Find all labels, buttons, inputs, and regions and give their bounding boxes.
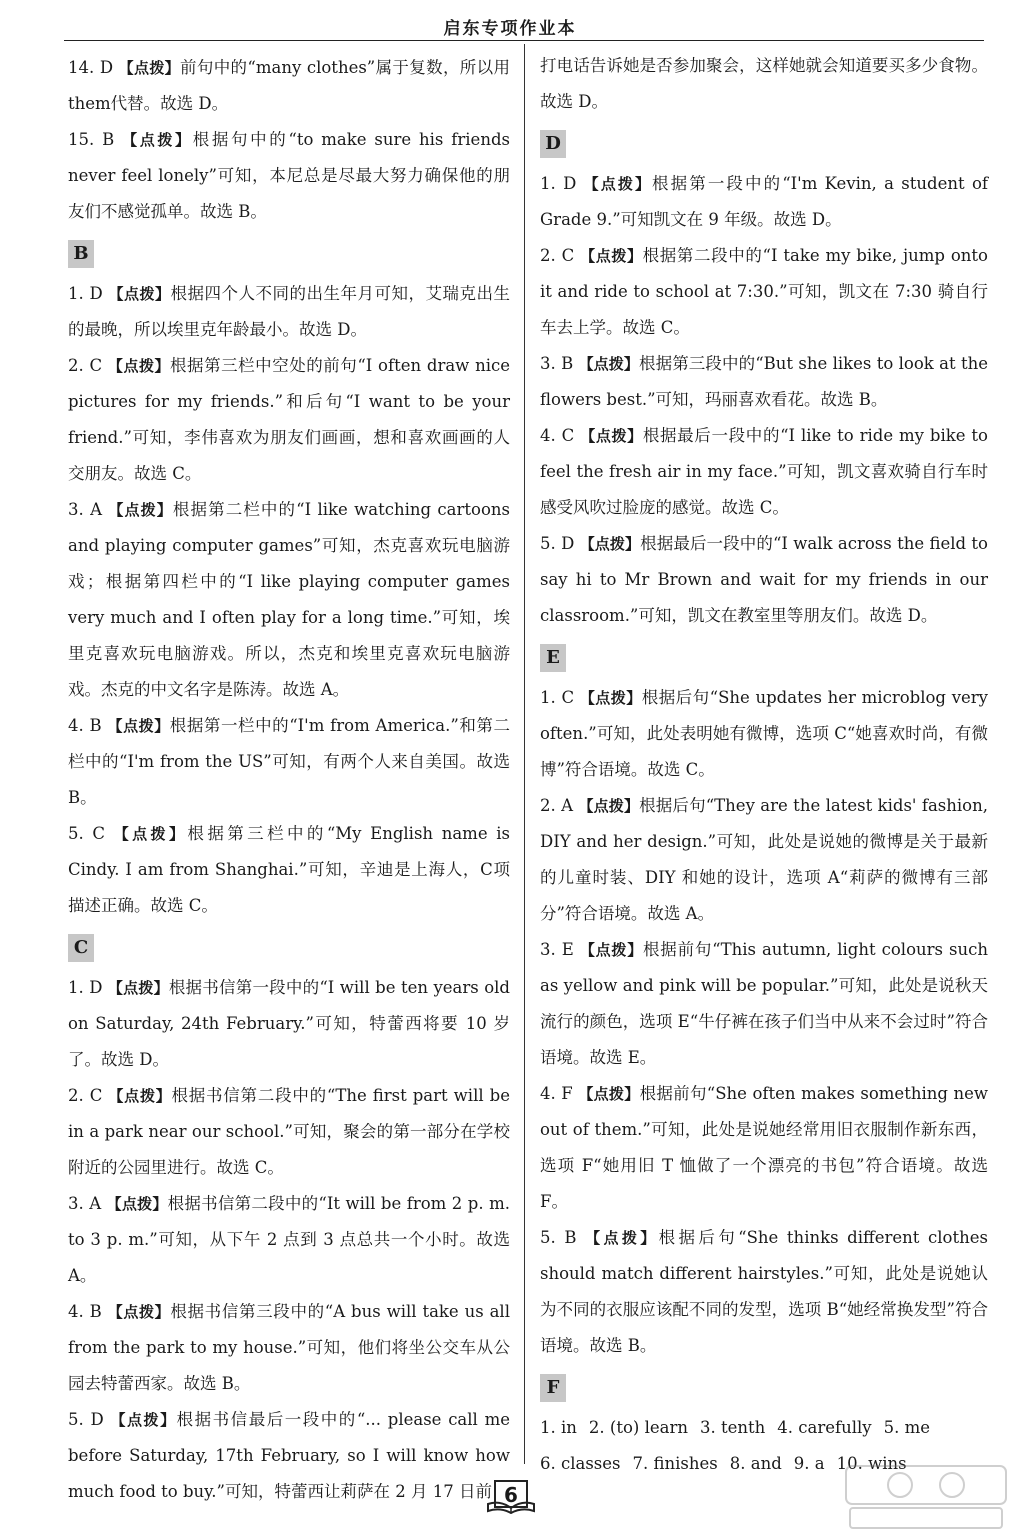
answer-number: 1. D: [68, 284, 103, 303]
hint-tag: 【点拨】: [110, 1411, 177, 1429]
answer-item: [68, 708, 510, 816]
answer-key-item: 4. carefully: [777, 1418, 872, 1437]
header-title: 启东专项作业本: [443, 19, 577, 39]
hint-tag: 【点拨】: [580, 247, 643, 265]
explanation-text: 根据书信第三段中的“A bus will take us all from the park to my house.”可知，他们将坐公交车从公园去特蕾西家。故选 B。: [68, 1302, 510, 1393]
answer-item: [68, 276, 510, 348]
section-label: [68, 924, 510, 970]
explanation-text: 前句中的“many clothes”属于复数，所以用them代替。故选 D。: [68, 58, 510, 113]
answer-number: 5. B: [540, 1228, 577, 1247]
answer-item: [68, 1186, 510, 1294]
section-label-b: B: [68, 240, 94, 268]
answer-item: [540, 418, 988, 526]
answer-number: 2. C: [540, 246, 575, 265]
explanation-text: 根据书信第一段中的“I will be ten years old on Saturday, 24th February.”可知，特蕾西将要 10 岁了。故选 D。: [68, 978, 510, 1069]
answer-key-item: 7. finishes: [632, 1454, 718, 1473]
answer-item: [540, 788, 988, 932]
answer-item: [68, 348, 510, 492]
explanation-text: 根据书信第二段中的“It will be from 2 p. m. to 3 p. m.”可知，从下午 2 点到 3 点总共一个小时。故选 A。: [68, 1194, 510, 1285]
section-label-f: F: [540, 1374, 566, 1402]
answer-item: [68, 122, 510, 230]
answer-number: 15. B: [68, 130, 115, 149]
answer-key-item: 2. (to) learn: [588, 1418, 688, 1437]
answer-number: 3. B: [540, 354, 574, 373]
section-label: [540, 120, 988, 166]
explanation-text: 根据第二段中的“I take my bike, jump onto it and ride to school at 7:30.”可知，凯文在 7:30 骑自行车去上学。故选 C。: [540, 246, 988, 337]
answer-key-item: 3. tenth: [699, 1418, 766, 1437]
answer-number: 2. A: [540, 796, 574, 815]
hint-tag: 【点拨】: [118, 59, 181, 77]
answer-number: 4. B: [68, 1302, 102, 1321]
answer-key-item: 6. classes: [540, 1454, 621, 1473]
hint-tag: 【点拨】: [107, 1303, 171, 1321]
answer-item: [540, 346, 988, 418]
answer-number: 5. D: [68, 1410, 104, 1429]
page-number: 6: [504, 1483, 518, 1507]
answer-number: 1. C: [540, 688, 575, 707]
continued-text: 打电话告诉她是否参加聚会，这样她就会知道要买多少食物。故选 D。: [540, 56, 988, 111]
hint-tag: 【点拨】: [113, 825, 188, 843]
answer-item: [68, 1402, 510, 1510]
section-label: [68, 230, 510, 276]
answer-key-line: [540, 1410, 988, 1446]
answer-number: 3. A: [68, 1194, 102, 1213]
answer-number: 3. A: [68, 500, 103, 519]
answer-number: 4. F: [540, 1084, 573, 1103]
hint-tag: 【点拨】: [583, 175, 653, 193]
answer-number: 1. D: [68, 978, 103, 997]
hint-tag: 【点拨】: [108, 285, 171, 303]
hint-tag: 【点拨】: [580, 427, 643, 445]
answer-item: [540, 238, 988, 346]
answer-item: [540, 1076, 988, 1220]
answer-number: 3. E: [540, 940, 574, 959]
answer-item: [68, 816, 510, 924]
section-label: [540, 1364, 988, 1410]
answer-item: [540, 680, 988, 788]
hint-tag: 【点拨】: [579, 535, 641, 553]
hint-tag: 【点拨】: [578, 1085, 640, 1103]
explanation-text: 根据后句“She updates her microblog very often.”可知，此处表明她有微博，选项 C“她喜欢时尚，有微博”符合语境。故选 C。: [540, 688, 988, 779]
answer-number: 2. C: [68, 356, 103, 375]
answer-item: [540, 1220, 988, 1364]
hint-tag: 【点拨】: [107, 357, 171, 375]
explanation-text: 根据第二栏中的“I like watching cartoons and playing computer games”可知，杰克喜欢玩电脑游戏；根据第四栏中的“I like playing computer games very much and I often play for a long time.”可知，埃里克喜欢玩电脑游戏。所以，杰克和埃里克喜欢玩电脑游戏。杰克的中文名字是陈涛。故选 A。: [68, 500, 510, 699]
explanation-text: 根据句中的“to make sure his friends never feel lonely”可知，本尼总是尽最大努力确保他的朋友们不感觉孤单。故选 B。: [68, 130, 510, 221]
hint-tag: 【点拨】: [107, 979, 169, 997]
answer-number: 5. C: [68, 824, 106, 843]
column-divider: [524, 44, 525, 1464]
answer-item: [68, 1078, 510, 1186]
explanation-text: 根据第三段中的“But she likes to look at the flowers best.”可知，玛丽喜欢看花。故选 B。: [540, 354, 988, 409]
answer-number: 1. D: [540, 174, 577, 193]
answer-number: 4. B: [68, 716, 102, 735]
section-label-e: E: [540, 644, 566, 672]
hint-tag: 【点拨】: [122, 131, 193, 149]
explanation-text: 根据书信第二段中的“The first part will be in a park near our school.”可知，聚会的第一部分在学校附近的公园里进行。故选 C。: [68, 1086, 510, 1177]
hint-tag: 【点拨】: [579, 941, 643, 959]
watermark-mark: [846, 1466, 1006, 1528]
answer-number: 5. D: [540, 534, 575, 553]
hint-tag: 【点拨】: [107, 717, 170, 735]
explanation-text: 根据后句“She thinks different clothes should match different hairstyles.”可知，此处是说她认为不同的衣服应该配不同的发型，选项 B“她经常换发型”符合语境。故选 B。: [540, 1228, 988, 1355]
hint-tag: 【点拨】: [578, 355, 639, 373]
right-column: [540, 48, 988, 1482]
explanation-text: 根据书信最后一段中的“... please call me before Saturday, 17th February, so I will know how much food to buy.”可知，特蕾西让莉萨在 2 月 17 日前: [68, 1410, 510, 1501]
explanation-text: 根据第一栏中的“I'm from America.”和第二栏中的“I'm from the US”可知，有两个人来自美国。故选 B。: [68, 716, 510, 807]
watermark-logo: [840, 1462, 1015, 1532]
answer-key-item: 8. and: [729, 1454, 782, 1473]
hint-tag: 【点拨】: [108, 1087, 172, 1105]
answer-key-item: 1. in: [540, 1418, 577, 1437]
hint-tag: 【点拨】: [578, 797, 640, 815]
section-label-d: D: [540, 130, 566, 158]
answer-item: [68, 50, 510, 122]
explanation-text: 根据前句“She often makes something new out of them.”可知，此处是说她经常用旧衣服制作新东西，选项 F“她用旧 T 恤做了一个漂亮的书包”符合语境。故选 F。: [540, 1084, 988, 1211]
explanation-text: 根据第三栏中的“My English name is Cindy. I am from Shanghai.”可知，辛迪是上海人，C项描述正确。故选 C。: [68, 824, 510, 915]
page-number-badge: [486, 1480, 536, 1514]
explanation-text: 根据第三栏中空处的前句“I often draw nice pictures for my friends.”和后句“I want to be your friend.”可知，李伟喜欢为朋友们画画，想和喜欢画画的人交朋友。故选 C。: [68, 356, 510, 483]
explanation-text: 根据后句“They are the latest kids' fashion, DIY and her design.”可知，此处是说她的微博是关于最新的儿童时装、DIY 和她的设计，选项 A“莉萨的微博有三部分”符合语境。故选 A。: [540, 796, 988, 923]
answer-item: [540, 932, 988, 1076]
answer-number: 14. D: [68, 58, 114, 77]
explanation-text: 根据最后一段中的“I walk across the field to say hi to Mr Brown and wait for my friends in our classroom.”可知，凯文在教室里等朋友们。故选 D。: [540, 534, 988, 625]
answer-item: [68, 1294, 510, 1402]
answer-key-item: 9. a: [793, 1454, 825, 1473]
explanation-text: 根据最后一段中的“I like to ride my bike to feel the fresh air in my face.”可知，凯文喜欢骑自行车时感受风吹过脸庞的感觉。故选 C。: [540, 426, 988, 517]
explanation-text: 根据前句“This autumn, light colours such as yellow and pink will be popular.”可知，此处是说秋天流行的颜色，选项 E“牛仔裤在孩子们当中从来不会过时”符合语境。故选 E。: [540, 940, 988, 1067]
answer-item: [68, 970, 510, 1078]
explanation-text: 根据四个人不同的出生年月可知，艾瑞克出生的最晚，所以埃里克年龄最小。故选 D。: [68, 284, 510, 339]
answer-item: [68, 492, 510, 708]
section-label: [540, 634, 988, 680]
hint-tag: 【点拨】: [579, 689, 642, 707]
answer-item: [540, 526, 988, 634]
answer-number: 4. C: [540, 426, 575, 445]
hint-tag: 【点拨】: [108, 501, 173, 519]
answer-item: [540, 166, 988, 238]
left-column: [68, 50, 510, 1510]
answer-key-item: 10. wins: [836, 1454, 907, 1473]
header-rule: [64, 40, 984, 41]
hint-tag: 【点拨】: [106, 1195, 168, 1213]
explanation-text: 根据第一段中的“I'm Kevin, a student of Grade 9.”可知凯文在 9 年级。故选 D。: [540, 174, 988, 229]
section-label-c: C: [68, 934, 94, 962]
answer-number: 2. C: [68, 1086, 103, 1105]
answer-key-item: 5. me: [883, 1418, 930, 1437]
hint-tag: 【点拨】: [585, 1229, 659, 1247]
